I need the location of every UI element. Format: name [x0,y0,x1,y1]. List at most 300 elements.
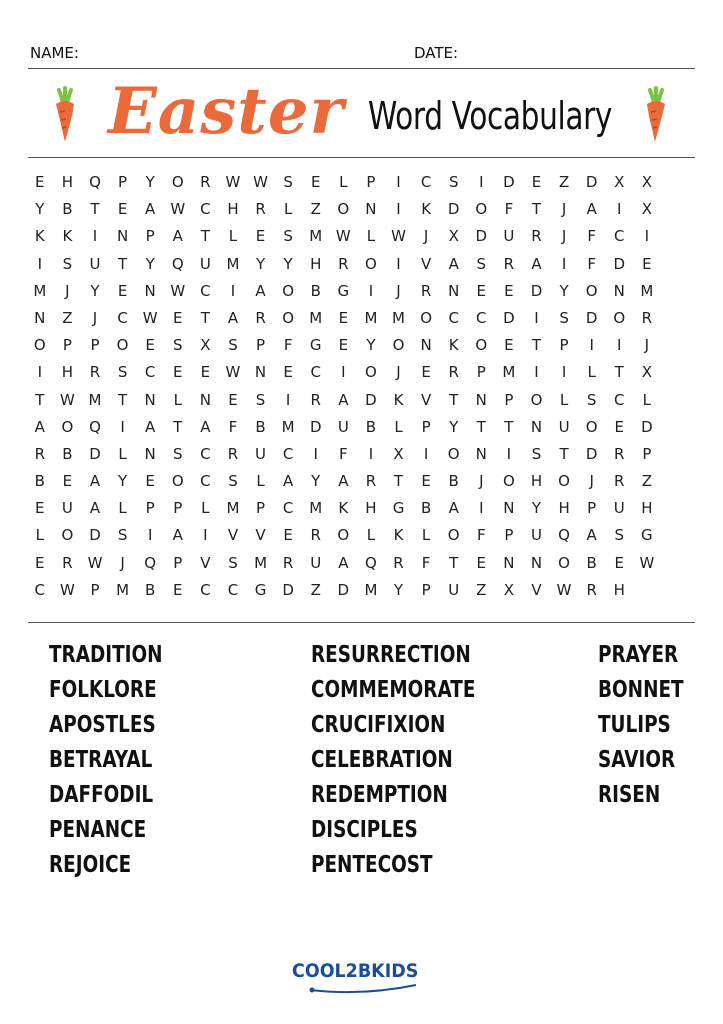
grid-letter: L [366,227,376,246]
grid-letter: U [61,499,73,518]
grid-letter: W [556,580,572,599]
grid-letter: E [531,173,542,191]
grid-letter: I [92,227,98,246]
grid-letter: Y [366,336,376,355]
grid-letter: C [310,363,321,382]
grid-letter: G [641,526,653,545]
grid-letter: I [368,444,374,463]
word-list-item: PENTECOST [311,852,433,878]
grid-letter: R [227,444,239,463]
grid-letter: S [255,390,266,409]
grid-letter: S [173,444,183,463]
word-list-item: TRADITION [49,642,163,668]
grid-letter: N [199,390,211,409]
grid-letter: J [561,200,567,219]
grid-letter: C [200,580,211,599]
grid-letter: R [255,200,266,219]
grid-letter: L [642,390,652,409]
grid-letter: I [479,173,484,191]
grid-letter: F [283,336,293,355]
grid-letter: R [34,444,46,463]
grid-letter: E [283,363,293,382]
grid-letter: L [118,444,127,463]
grid-letter: I [396,254,401,273]
grid-letter: T [476,417,486,436]
grid-letter: I [589,336,594,355]
grid-letter: W [225,173,241,191]
word-list-item: BETRAYAL [49,747,153,773]
grid-letter: N [530,417,543,436]
grid-letter: T [504,417,514,436]
grid-letter: A [338,390,349,409]
carrot-icon [637,86,671,146]
grid-letter: J [396,281,401,300]
word-list-item: PENANCE [49,817,147,843]
grid-letter: A [448,499,459,518]
grid-letter: V [200,553,211,572]
grid-letter: S [117,363,128,382]
grid-letter: Y [145,254,155,273]
grid-letter: S [173,336,183,355]
grid-letter: R [586,580,597,599]
grid-letter: L [339,173,348,191]
grid-letter: O [585,281,598,300]
grid-letter: T [449,390,459,409]
grid-letter: D [585,173,598,191]
grid-letter: I [396,200,401,219]
grid-letter: T [90,200,100,219]
word-list-item: FOLKLORE [49,677,157,703]
grid-letter: P [256,336,266,355]
grid-letter: I [617,336,622,355]
grid-letter: E [145,472,155,491]
title-banner [0,72,723,154]
grid-letter: M [364,580,378,599]
grid-letter: P [504,390,514,409]
grid-letter: X [393,444,404,463]
grid-letter: N [475,444,487,463]
grid-letter: S [531,444,542,463]
grid-letter: B [448,472,459,491]
grid-letter: R [282,553,294,572]
grid-letter: U [255,444,267,463]
grid-letter: R [393,553,404,572]
grid-letter: W [142,308,158,327]
grid-letter: P [476,363,486,382]
grid-letter: D [447,200,460,219]
grid-letter: L [173,390,182,409]
word-list-item: DAFFODIL [49,782,154,808]
grid-letter: I [147,526,153,545]
grid-letter: I [617,200,622,219]
grid-letter: E [35,173,45,191]
grid-letter: M [309,227,323,246]
grid-letter: J [561,227,567,246]
word-list-item: COMMEMORATE [311,677,476,703]
grid-letter: O [171,173,184,191]
grid-letter: T [393,472,404,491]
grid-letter: P [642,444,652,463]
grid-letter: P [118,173,128,191]
grid-letter: M [281,417,295,436]
word-list-item: RISEN [598,782,661,808]
grid-letter: B [34,472,45,491]
grid-letter: L [394,417,403,436]
grid-letter: D [309,417,322,436]
title-easter: Easter [108,74,345,149]
grid-letter: X [448,227,459,246]
grid-letter: N [144,390,156,409]
grid-letter: Q [144,553,157,572]
word-list-item: REJOICE [49,852,132,878]
grid-letter: U [337,417,349,436]
grid-letter: O [171,472,184,491]
grid-letter: S [283,173,293,191]
grid-letter: Q [89,417,101,436]
grid-letter: C [200,281,211,300]
grid-letter: R [614,444,625,463]
grid-letter: O [447,444,460,463]
grid-letter: A [255,281,266,300]
grid-letter: A [200,417,211,436]
grid-letter: F [421,553,431,572]
grid-letter: F [476,526,486,545]
grid-letter: L [283,200,293,219]
word-list-item: RESURRECTION [311,642,471,668]
grid-letter: E [338,336,349,355]
word-list-item: APOSTLES [49,712,156,738]
grid-letter: F [587,254,596,273]
grid-letter: Y [393,580,404,599]
grid-letter: L [118,499,127,518]
grid-letter: K [393,390,404,409]
grid-letter: I [561,363,567,382]
word-list-item: SAVIOR [598,747,676,773]
grid-letter: M [640,281,654,300]
grid-letter: U [558,417,570,436]
grid-letter: E [310,173,321,191]
grid-letter: L [201,499,210,518]
grid-letter: Y [449,417,459,436]
grid-letter: K [34,227,45,246]
grid-letter: D [89,444,101,463]
grid-letter: E [504,336,514,355]
grid-letter: L [366,526,376,545]
grid-letter: A [34,417,45,436]
grid-letter: A [586,200,597,219]
grid-letter: E [504,281,514,300]
letter-grid [26,173,688,608]
grid-letter: T [614,363,624,382]
grid-letter: O [558,472,570,491]
grid-letter: W [335,227,351,246]
grid-letter: A [448,254,459,273]
grid-letter: L [587,363,596,382]
word-list-item: REDEMPTION [311,782,448,808]
grid-letter: E [421,363,431,382]
grid-letter: I [423,444,429,463]
grid-letter: V [420,390,432,409]
grid-letter: S [283,227,293,246]
grid-letter: W [253,173,268,191]
grid-letter: J [396,363,401,382]
grid-letter: M [309,499,323,518]
grid-letter: V [227,526,239,545]
grid-letter: S [448,173,459,191]
grid-letter: O [613,308,626,327]
grid-letter: I [534,308,539,327]
grid-letter: S [228,472,238,491]
grid-letter: N [144,444,156,463]
grid-letter: I [396,173,401,191]
grid-letter: T [531,200,542,219]
date-label: DATE: [414,44,459,62]
grid-letter: O [392,336,405,355]
grid-letter: T [35,390,45,409]
grid-letter: Z [641,472,652,491]
grid-letter: A [172,227,183,246]
grid-letter: E [35,553,45,572]
grid-letter: C [448,308,459,327]
grid-letter: D [89,526,101,545]
grid-letter: W [391,227,406,246]
grid-letter: R [310,526,321,545]
grid-letter: O [365,363,377,382]
grid-letter: H [365,499,377,518]
grid-letter: O [530,390,543,409]
grid-letter: R [365,472,377,491]
grid-letter: N [530,553,543,572]
grid-letter: X [641,363,652,382]
grid-letter: E [117,200,128,219]
grid-letter: C [282,444,294,463]
word-list-column [311,640,516,885]
word-list-item: CRUCIFIXION [311,712,446,738]
grid-letter: G [392,499,405,518]
grid-letter: Y [35,200,45,219]
grid-letter: M [364,308,378,327]
grid-letter: N [448,281,460,300]
grid-letter: D [503,308,515,327]
grid-letter: P [421,580,431,599]
grid-letter: O [61,526,74,545]
grid-letter: Y [559,281,569,300]
grid-letter: G [337,281,350,300]
grid-letter: X [641,200,652,219]
grid-letter: H [61,173,74,191]
grid-letter: B [145,580,156,599]
grid-letter: J [644,336,650,355]
grid-letter: N [34,308,46,327]
grid-letter: K [62,227,73,246]
carrot-icon [50,86,84,146]
grid-letter: N [365,200,377,219]
cool2bkids-logo [292,960,434,996]
grid-letter: O [420,308,433,327]
grid-letter: B [420,499,432,518]
grid-letter: V [255,526,266,545]
grid-letter: A [338,553,349,572]
grid-letter: G [309,336,322,355]
grid-letter: C [227,580,239,599]
grid-letter: R [503,254,515,273]
grid-letter: C [420,173,432,191]
grid-letter: R [200,173,211,191]
grid-letter: I [561,254,567,273]
grid-letter: O [502,472,515,491]
grid-letter: Y [117,472,128,491]
grid-letter: A [89,499,101,518]
grid-letter: J [65,281,70,300]
grid-letter: N [116,227,129,246]
grid-letter: P [90,336,100,355]
grid-letter: M [309,308,323,327]
grid-letter: C [282,499,294,518]
grid-letter: P [587,499,597,518]
grid-letter: N [613,281,625,300]
grid-letter: P [62,336,72,355]
grid-letter: W [59,390,75,409]
grid-letter: O [337,526,350,545]
grid-letter: K [393,526,404,545]
grid-letter: W [59,580,75,599]
grid-letter: T [200,227,210,246]
grid-letter: I [313,444,318,463]
grid-letter: R [255,308,266,327]
grid-letter: H [613,580,625,599]
grid-letter: O [365,254,377,273]
grid-letter: Y [311,472,321,491]
grid-letter: I [37,254,43,273]
grid-letter: P [173,553,183,572]
grid-letter: M [254,553,268,572]
grid-letter: E [117,281,128,300]
grid-letter: D [365,390,377,409]
grid-letter: A [145,200,156,219]
grid-letter: A [531,254,542,273]
grid-letter: I [479,499,484,518]
grid-letter: W [225,363,241,382]
grid-letter: E [145,336,155,355]
grid-letter: J [589,472,594,491]
word-list-column [49,640,191,885]
grid-letter: T [559,444,569,463]
grid-letter: V [420,254,432,273]
grid-letter: M [502,363,516,382]
grid-letter: D [613,254,626,273]
grid-letter: O [61,417,74,436]
grid-letter: T [117,254,128,273]
grid-letter: V [531,580,542,599]
grid-letter: W [87,553,103,572]
grid-letter: J [479,472,484,491]
grid-letter: Z [558,173,570,191]
logo-swoosh [308,982,418,994]
grid-letter: N [475,390,487,409]
grid-letter: X [641,173,652,191]
grid-letter: Q [558,526,570,545]
grid-letter: P [145,499,155,518]
grid-letter: Y [145,173,155,191]
word-list-item: TULIPS [598,712,671,738]
title-divider [28,157,695,158]
grid-letter: J [120,553,125,572]
grid-letter: P [173,499,183,518]
grid-letter: I [203,526,208,545]
grid-letter: J [92,308,98,327]
grid-letter: D [282,580,294,599]
grid-letter: M [116,580,130,599]
grid-letter: K [338,499,349,518]
grid-letter: O [116,336,129,355]
grid-letter: R [420,281,432,300]
grid-letter: A [283,472,294,491]
grid-letter: L [35,526,44,545]
grid-letter: S [228,336,238,355]
grid-letter: N [503,553,515,572]
grid-letter: E [614,417,624,436]
grid-letter: U [613,499,625,518]
grid-letter: M [392,308,405,327]
grid-letter: G [254,580,267,599]
grid-letter: P [366,173,376,191]
grid-letter: H [61,363,74,382]
grid-letter: D [530,281,543,300]
grid-letter: O [33,336,46,355]
grid-letter: P [145,227,155,246]
grid-letter: X [503,580,515,599]
grid-letter: I [368,281,374,300]
grid-letter: D [337,580,350,599]
grid-letter: C [117,308,128,327]
grid-letter: M [226,254,240,273]
grid-letter: W [639,553,655,572]
grid-letter: N [144,281,156,300]
grid-letter: O [475,200,488,219]
grid-letter: U [89,254,101,273]
grid-letter: S [614,526,625,545]
grid-letter: B [62,444,73,463]
grid-letter: D [641,417,653,436]
grid-letter: W [170,200,186,219]
grid-letter: E [35,499,45,518]
grid-letter: Y [531,499,542,518]
grid-letter: B [310,281,321,300]
grid-letter: C [200,472,211,491]
grid-letter: L [256,472,265,491]
grid-letter: I [37,363,43,382]
grid-letter: A [89,472,101,491]
grid-letter: S [62,254,73,273]
grid-letter: P [421,417,431,436]
grid-letter: Y [90,281,100,300]
grid-letter: A [227,308,239,327]
grid-letter: O [475,336,488,355]
word-list-item: CELEBRATION [311,747,453,773]
grid-letter: L [559,390,569,409]
grid-letter: O [585,417,598,436]
grid-letter: I [120,417,125,436]
grid-letter: Z [62,308,73,327]
grid-letter: T [449,553,459,572]
grid-letter: E [283,526,293,545]
grid-letter: F [228,417,238,436]
grid-letter: H [641,499,653,518]
grid-letter: U [503,227,515,246]
grid-letter: R [641,308,653,327]
grid-letter: D [503,173,515,191]
grid-letter: O [558,553,570,572]
